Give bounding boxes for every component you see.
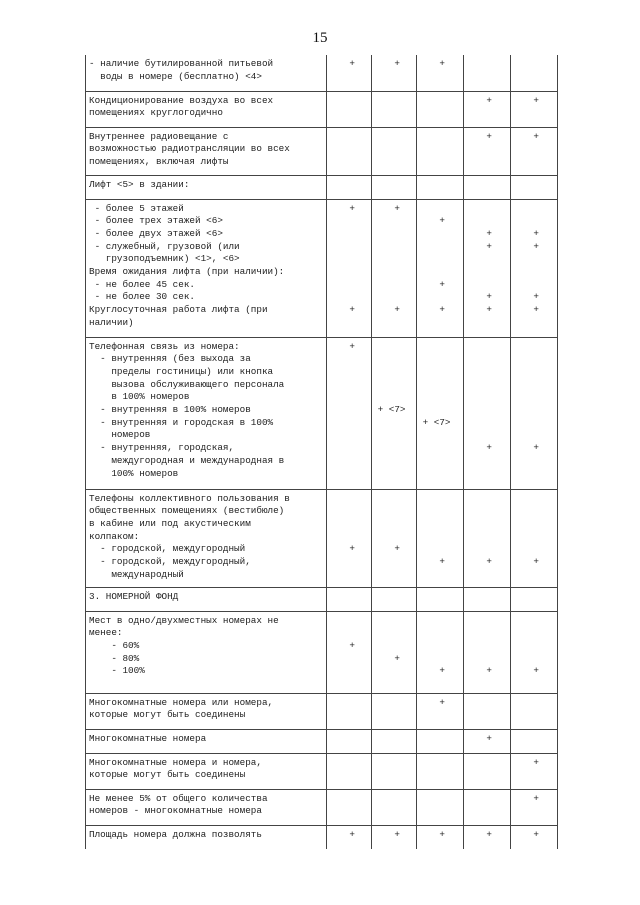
requirement-label: Кондиционирование воздуха во всех помещениях круглогодично <box>86 91 327 127</box>
category-2-mark <box>372 693 417 729</box>
category-1-mark <box>327 175 372 199</box>
category-5-mark: + <box>511 489 558 587</box>
category-2-mark <box>372 753 417 789</box>
category-5-mark <box>511 55 558 91</box>
table-row <box>86 587 558 611</box>
page-number: 15 <box>312 30 328 46</box>
requirement-label: Многокомнатные номера <box>86 729 327 753</box>
requirement-label: Не менее 5% от общего количества номеров - многокомнатные номера <box>86 789 327 825</box>
category-5-mark <box>511 693 558 729</box>
category-3-mark: + <box>417 825 464 849</box>
category-4-mark: + <box>464 127 511 175</box>
category-5-mark: + <box>511 789 558 825</box>
table-row <box>86 55 558 91</box>
table-row <box>86 753 558 789</box>
table-row <box>86 611 558 693</box>
category-3-mark <box>417 753 464 789</box>
table-row <box>86 729 558 753</box>
requirement-label: Многокомнатные номера и номера, которые могут быть соединены <box>86 753 327 789</box>
category-3-mark: + <box>417 693 464 729</box>
category-2-mark <box>372 587 417 611</box>
category-3-mark <box>417 587 464 611</box>
category-5-mark: + + + + <box>511 199 558 337</box>
category-4-mark: + <box>464 337 511 489</box>
category-4-mark <box>464 753 511 789</box>
category-1-mark: + <box>327 55 372 91</box>
hotel-category-requirements-table <box>85 55 558 849</box>
requirement-label: Площадь номера должна позволять <box>86 825 327 849</box>
category-3-mark: + <box>417 55 464 91</box>
requirement-label: Многокомнатные номера или номера, которые могут быть соединены <box>86 693 327 729</box>
category-1-mark: + <box>327 337 372 489</box>
category-4-mark <box>464 693 511 729</box>
category-3-mark: + + + <box>417 199 464 337</box>
category-2-mark <box>372 127 417 175</box>
table-row <box>86 825 558 849</box>
category-5-mark <box>511 175 558 199</box>
table-row <box>86 91 558 127</box>
category-2-mark: + + <box>372 199 417 337</box>
category-4-mark: + <box>464 729 511 753</box>
requirement-label: 3. НОМЕРНОЙ ФОНД <box>86 587 327 611</box>
category-4-mark: + <box>464 611 511 693</box>
category-4-mark: + <box>464 91 511 127</box>
category-4-mark: + <box>464 825 511 849</box>
requirement-label: Мест в одно/двухместных номерах не менее: - 60% - 80% - 100% <box>86 611 327 693</box>
category-1-mark: + <box>327 611 372 693</box>
category-2-mark: + <box>372 489 417 587</box>
table-row <box>86 693 558 729</box>
category-1-mark: + <box>327 825 372 849</box>
category-1-mark <box>327 729 372 753</box>
category-1-mark <box>327 127 372 175</box>
requirement-label: Лифт <5> в здании: <box>86 175 327 199</box>
category-5-mark: + <box>511 337 558 489</box>
category-3-mark <box>417 789 464 825</box>
table-row <box>86 337 558 489</box>
category-2-mark <box>372 729 417 753</box>
category-5-mark: + <box>511 91 558 127</box>
table-row <box>86 489 558 587</box>
category-5-mark <box>511 729 558 753</box>
category-1-mark <box>327 91 372 127</box>
category-1-mark: + + <box>327 199 372 337</box>
category-2-mark: + <box>372 55 417 91</box>
table-row <box>86 127 558 175</box>
category-1-mark <box>327 753 372 789</box>
requirement-label: - более 5 этажей - более трех этажей <6> - более двух этажей <6> - служебный, грузовой (или грузоподъемник) <1>, <6> Время ожидания лифта (при наличии): - не более 45 сек. - не более 30 сек. Круглосуточная работа лифта (при наличии) <box>86 199 327 337</box>
category-3-mark <box>417 91 464 127</box>
category-5-mark: + <box>511 611 558 693</box>
table-row <box>86 199 558 337</box>
category-2-mark: + <box>372 825 417 849</box>
category-5-mark: + <box>511 753 558 789</box>
category-5-mark <box>511 587 558 611</box>
category-4-mark <box>464 55 511 91</box>
category-2-mark: + <7> <box>372 337 417 489</box>
category-3-mark <box>417 729 464 753</box>
category-2-mark <box>372 789 417 825</box>
table-row <box>86 789 558 825</box>
category-1-mark <box>327 587 372 611</box>
category-3-mark: + <7> <box>417 337 464 489</box>
category-3-mark <box>417 175 464 199</box>
table-row <box>86 175 558 199</box>
category-3-mark: + <box>417 611 464 693</box>
category-3-mark: + <box>417 489 464 587</box>
requirement-label: Телефоны коллективного пользования в общественных помещениях (вестибюле) в кабине или под акустическим колпаком: - городской, междугородный - городской, междугородный, международный <box>86 489 327 587</box>
category-1-mark <box>327 789 372 825</box>
category-4-mark <box>464 587 511 611</box>
requirement-label: Внутреннее радиовещание с возможностью радиотрансляции во всех помещениях, включая лифты <box>86 127 327 175</box>
category-2-mark <box>372 175 417 199</box>
category-5-mark: + <box>511 825 558 849</box>
requirement-label: Телефонная связь из номера: - внутренняя (без выхода за пределы гостиницы) или кнопка вызова обслуживающего персонала в 100% номеров - внутренняя в 100% номеров - внутренняя и городская в 100% номеров - внутренняя, городская, междугородная и международная в 100% номеров <box>86 337 327 489</box>
category-3-mark <box>417 127 464 175</box>
category-2-mark: + <box>372 611 417 693</box>
category-4-mark <box>464 789 511 825</box>
category-1-mark: + <box>327 489 372 587</box>
requirement-label: - наличие бутилированной питьевой воды в номере (бесплатно) <4> <box>86 55 327 91</box>
category-5-mark: + <box>511 127 558 175</box>
category-4-mark: + + + + <box>464 199 511 337</box>
category-2-mark <box>372 91 417 127</box>
category-1-mark <box>327 693 372 729</box>
category-4-mark: + <box>464 489 511 587</box>
category-4-mark <box>464 175 511 199</box>
